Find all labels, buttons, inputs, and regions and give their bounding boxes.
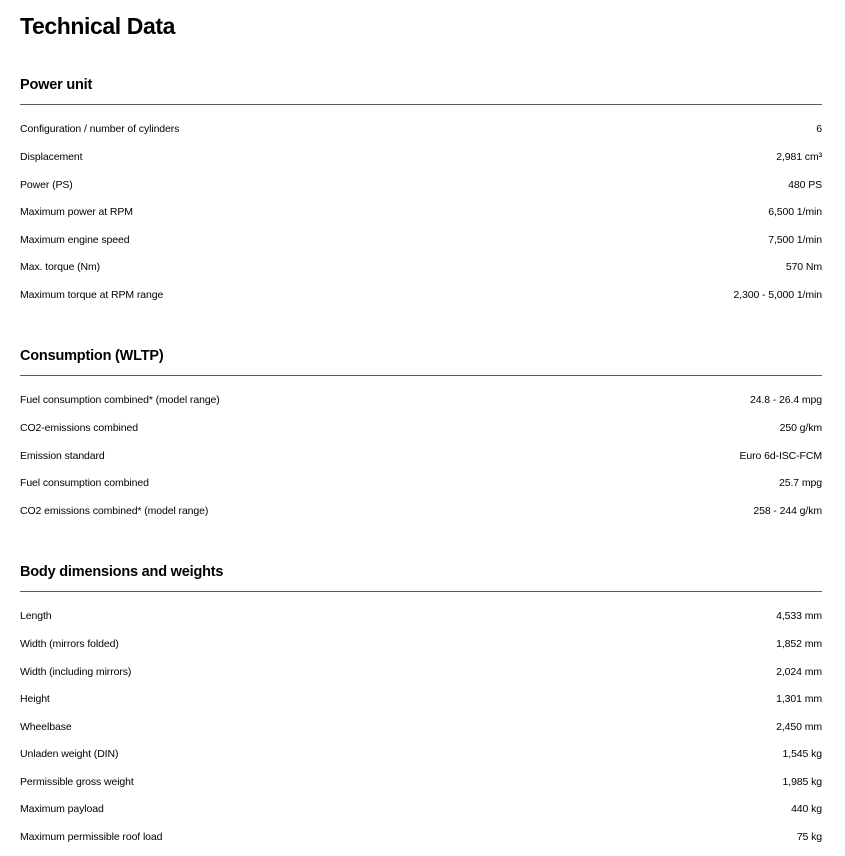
spec-value: 4,533 mm bbox=[776, 610, 822, 623]
spec-value: 1,985 kg bbox=[782, 775, 822, 788]
section-heading-consumption: Consumption (WLTP) bbox=[20, 347, 164, 364]
spec-label: Permissible gross weight bbox=[20, 775, 134, 788]
spec-label: Maximum torque at RPM range bbox=[20, 288, 164, 301]
spec-row-power-ps bbox=[20, 171, 822, 199]
spec-value: 480 PS bbox=[788, 178, 822, 191]
spec-label: Maximum power at RPM bbox=[20, 206, 133, 219]
spec-row-gross-weight bbox=[20, 768, 822, 796]
section-heading-body-dimensions: Body dimensions and weights bbox=[20, 563, 224, 580]
spec-row-torque-rpm-range bbox=[20, 281, 822, 309]
spec-row-emission-standard bbox=[20, 442, 822, 470]
spec-value: 250 g/km bbox=[779, 422, 822, 435]
spec-label: Height bbox=[20, 693, 50, 706]
page-title: Technical Data bbox=[20, 13, 176, 39]
spec-row-cylinders bbox=[20, 116, 822, 144]
spec-value: 7,500 1/min bbox=[768, 233, 822, 246]
spec-label: Unladen weight (DIN) bbox=[20, 748, 119, 761]
spec-value: Euro 6d-ISC-FCM bbox=[739, 449, 822, 462]
spec-label: Width (mirrors folded) bbox=[20, 637, 119, 650]
spec-value: 1,545 kg bbox=[782, 748, 822, 761]
spec-label: Wheelbase bbox=[20, 720, 72, 733]
spec-row-height bbox=[20, 685, 822, 713]
spec-label: Maximum engine speed bbox=[20, 233, 130, 246]
spec-row-max-power-rpm bbox=[20, 198, 822, 226]
spec-row-width-mirrors-folded bbox=[20, 630, 822, 658]
spec-rows bbox=[20, 592, 822, 851]
spec-label: Max. torque (Nm) bbox=[20, 261, 101, 274]
spec-row-wheelbase bbox=[20, 713, 822, 741]
spec-value: 25.7 mpg bbox=[779, 477, 822, 490]
spec-row-max-engine-speed bbox=[20, 226, 822, 254]
spec-label: Displacement bbox=[20, 150, 83, 163]
spec-label: Power (PS) bbox=[20, 178, 73, 191]
spec-row-max-payload bbox=[20, 796, 822, 824]
spec-value: 2,300 - 5,000 1/min bbox=[733, 288, 822, 301]
spec-value: 24.8 - 26.4 mpg bbox=[749, 394, 822, 407]
spec-value: 440 kg bbox=[791, 803, 822, 816]
spec-row-length bbox=[20, 603, 822, 631]
spec-value: 6,500 1/min bbox=[768, 206, 822, 219]
section-consumption-wltp bbox=[20, 349, 822, 525]
spec-label: Length bbox=[20, 610, 52, 623]
spec-row-width-including-mirrors bbox=[20, 658, 822, 686]
spec-row-max-torque bbox=[20, 254, 822, 282]
spec-value: 6 bbox=[816, 123, 822, 136]
spec-value: 258 - 244 g/km bbox=[753, 504, 822, 517]
spec-label: Fuel consumption combined bbox=[20, 477, 149, 490]
spec-row-co2-combined bbox=[20, 414, 822, 442]
spec-value: 2,981 cm³ bbox=[776, 150, 822, 163]
spec-label: Emission standard bbox=[20, 449, 105, 462]
spec-value: 570 Nm bbox=[785, 261, 822, 274]
spec-label: Fuel consumption combined* (model range) bbox=[20, 394, 220, 407]
spec-rows bbox=[20, 105, 822, 309]
spec-value: 75 kg bbox=[796, 831, 822, 844]
spec-row-fuel-combined bbox=[20, 469, 822, 497]
spec-value: 1,301 mm bbox=[776, 693, 822, 706]
spec-label: CO2-emissions combined bbox=[20, 422, 139, 435]
spec-label: Width (including mirrors) bbox=[20, 665, 132, 678]
section-power-unit bbox=[20, 78, 822, 309]
spec-value: 1,852 mm bbox=[776, 637, 822, 650]
spec-label: Maximum permissible roof load bbox=[20, 831, 163, 844]
section-body-dimensions bbox=[20, 565, 822, 851]
spec-row-displacement bbox=[20, 143, 822, 171]
spec-row-unladen-weight bbox=[20, 741, 822, 769]
spec-rows bbox=[20, 376, 822, 525]
spec-value: 2,450 mm bbox=[776, 720, 822, 733]
section-heading-power-unit: Power unit bbox=[20, 76, 93, 93]
spec-row-co2-combined-range bbox=[20, 497, 822, 525]
spec-label: Maximum payload bbox=[20, 803, 104, 816]
spec-value: 2,024 mm bbox=[776, 665, 822, 678]
spec-label: Configuration / number of cylinders bbox=[20, 123, 180, 136]
spec-label: CO2 emissions combined* (model range) bbox=[20, 504, 209, 517]
spec-row-fuel-combined-range bbox=[20, 387, 822, 415]
spec-row-max-roof-load bbox=[20, 823, 822, 851]
